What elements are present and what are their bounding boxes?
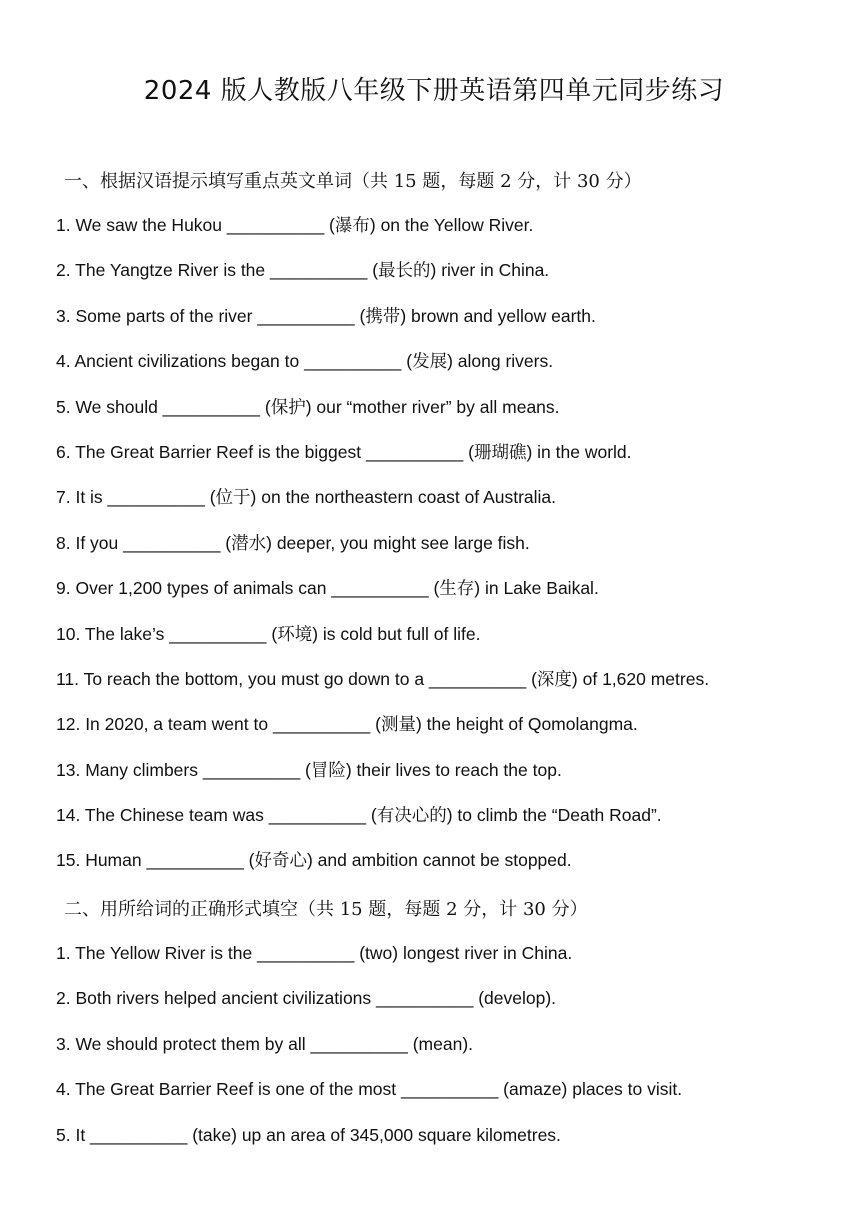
question-item: 3. Some parts of the river __________ (携带) brown and yellow earth. — [56, 305, 596, 326]
section-2-heading: 二、用所给词的正确形式填空（共 15 题，每题 2 分，计 30 分） — [64, 899, 588, 920]
question-item: 1. We saw the Hukou __________ (瀑布) on the Yellow River. — [56, 215, 534, 235]
question-item: 5. It __________ (take) up an area of 345,000 square kilometres. — [56, 1124, 561, 1145]
question-item: 4. The Great Barrier Reef is one of the most __________ (amaze) places to visit. — [56, 1079, 683, 1100]
question-item: 5. We should __________ (保护) our “mother river” by all means. — [56, 396, 560, 417]
section-2-question-list — [56, 940, 682, 1167]
question-item: 4. Ancient civilizations began to __________ (发展) along rivers. — [56, 351, 554, 372]
question-item: 12. In 2020, a team went to __________ (测量) the height of Qomolangma. — [56, 714, 638, 735]
question-item: 11. To reach the bottom, you must go down to a __________ (深度) of 1,620 metres. — [56, 668, 710, 689]
question-item: 14. The Chinese team was __________ (有决心的) to climb the “Death Road”. — [56, 805, 662, 826]
question-item: 8. If you __________ (潜水) deeper, you might see large fish. — [56, 532, 530, 553]
section-1-question-list — [56, 212, 709, 893]
section-1-heading: 一、根据汉语提示填写重点英文单词（共 15 题，每题 2 分，计 30 分） — [64, 171, 642, 192]
question-item: 7. It is __________ (位于) on the northeastern coast of Australia. — [56, 487, 557, 508]
question-item: 3. We should protect them by all __________ (mean). — [56, 1033, 474, 1054]
page-title: 2024 版人教版八年级下册英语第四单元同步练习 — [143, 76, 725, 106]
question-item: 10. The lake’s __________ (环境) is cold but full of life. — [56, 623, 481, 644]
question-item: 15. Human __________ (好奇心) and ambition cannot be stopped. — [56, 850, 572, 871]
question-item: 13. Many climbers __________ (冒险) their lives to reach the top. — [56, 759, 562, 780]
question-item: 2. The Yangtze River is the __________ (最长的) river in China. — [56, 260, 550, 281]
question-item: 9. Over 1,200 types of animals can __________ (生存) in Lake Baikal. — [56, 578, 599, 599]
question-item: 6. The Great Barrier Reef is the biggest __________ (珊瑚礁) in the world. — [56, 441, 632, 462]
question-item: 2. Both rivers helped ancient civilizations __________ (develop). — [56, 988, 557, 1009]
question-item: 1. The Yellow River is the __________ (two) longest river in China. — [56, 943, 573, 963]
